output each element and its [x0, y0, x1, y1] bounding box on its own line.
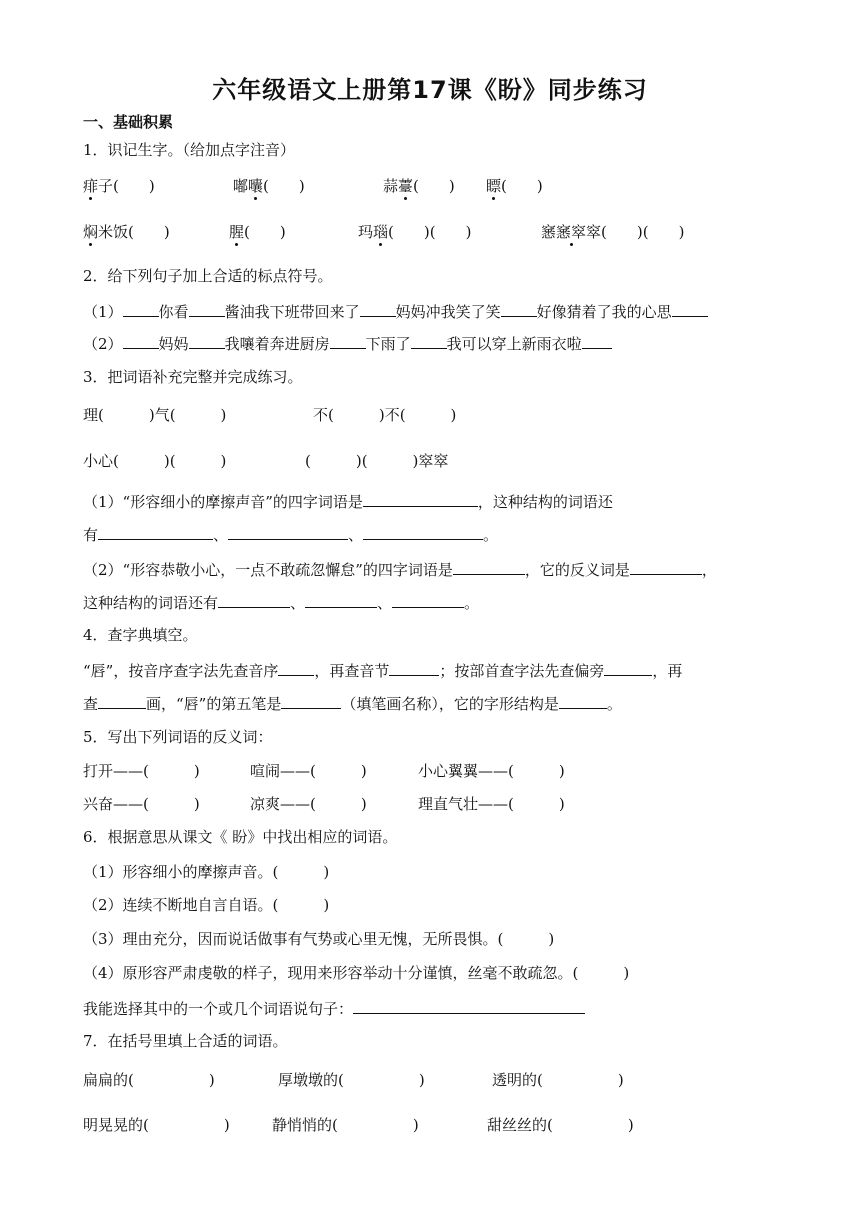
- answer-blank[interactable]: [228, 523, 348, 540]
- answer-blank[interactable]: [363, 523, 483, 540]
- punct-blank[interactable]: [501, 300, 537, 317]
- q3-label: 3．把词语补充完整并完成练习。: [83, 368, 303, 386]
- punct-blank[interactable]: [189, 300, 225, 317]
- q3-part-1-cont: 有 、 、 。: [83, 523, 498, 545]
- q3-word-1: 理( )气( ): [83, 406, 227, 424]
- q5-item: 理直气壮——( ): [418, 795, 565, 813]
- punct-blank[interactable]: [123, 332, 159, 349]
- sentence-blank[interactable]: [353, 997, 585, 1014]
- dotted-char: 薹: [398, 177, 414, 195]
- dotted-char: 窸窸窣窣: [541, 223, 602, 241]
- q1-item-4: 瞟( ): [486, 177, 543, 195]
- q3-part-2-cont: 这种结构的词语还有 、 、 。: [83, 591, 479, 613]
- q7-item: 静悄悄的( ): [272, 1116, 419, 1134]
- answer-blank[interactable]: [281, 692, 341, 709]
- punct-blank[interactable]: [330, 332, 366, 349]
- dotted-char: 瞟: [486, 177, 502, 195]
- answer-blank[interactable]: [604, 659, 652, 676]
- q1-item-6: 腥( ): [229, 223, 286, 241]
- punct-blank[interactable]: [123, 300, 159, 317]
- q3-part-2: （2）“形容恭敬小心，一点不敢疏忽懈怠”的四字词语是 ，它的反义词是 ，: [83, 558, 717, 580]
- q2-sentence-2: （2） 妈妈 我嚷着奔进厨房 下雨了 我可以穿上新雨衣啦: [83, 332, 612, 354]
- punct-blank[interactable]: [411, 332, 447, 349]
- q7-item: 甜丝丝的( ): [487, 1116, 634, 1134]
- answer-blank[interactable]: [98, 523, 213, 540]
- punct-blank[interactable]: [189, 332, 225, 349]
- q6-label: 6．根据意思从课文《 盼》中找出相应的词语。: [83, 828, 398, 846]
- q7-item: 厚墩墩的( ): [278, 1071, 425, 1089]
- punct-blank[interactable]: [360, 300, 396, 317]
- q7-item: 扁扁的( ): [83, 1071, 215, 1089]
- q1-label: 1．识记生字。（给加点字注音）: [83, 141, 296, 159]
- answer-blank[interactable]: [630, 558, 702, 575]
- dotted-char: 焖: [83, 223, 99, 241]
- q1-item-1: 痱子( ): [83, 177, 155, 195]
- dotted-char: 痱: [83, 177, 99, 195]
- answer-blank[interactable]: [559, 692, 607, 709]
- page-title: 六年级语文上册第17课《盼》同步练习: [212, 76, 648, 104]
- dotted-char: 瑙: [373, 223, 389, 241]
- q4-label: 4．查字典填空。: [83, 626, 198, 644]
- q7-label: 7．在括号里填上合适的词语。: [83, 1032, 288, 1050]
- answer-blank[interactable]: [392, 591, 464, 608]
- q6-item-3: （3）理由充分，因而说话做事有气势或心里无愧，无所畏惧。( ): [83, 930, 555, 948]
- q1-item-3: 蒜薹( ): [383, 177, 455, 195]
- q5-item: 小心翼翼——( ): [418, 762, 565, 780]
- q3-word-4: ( )( )窣窣: [305, 452, 449, 470]
- q3-word-2: 不( )不( ): [313, 406, 457, 424]
- q2-label: 2．给下列句子加上合适的标点符号。: [83, 267, 333, 285]
- q5-item: 喧闹——( ): [250, 762, 367, 780]
- punct-blank[interactable]: [582, 332, 612, 349]
- answer-blank[interactable]: [363, 490, 478, 507]
- q4-line-2: 查 画，“唇”的第五笔是 （填笔画名称），它的字形结构是 。: [83, 692, 622, 714]
- q5-item: 打开——( ): [83, 762, 200, 780]
- dotted-char: 囔: [248, 177, 264, 195]
- answer-blank[interactable]: [453, 558, 525, 575]
- q1-item-7: 玛瑙( )( ): [358, 223, 472, 241]
- answer-blank[interactable]: [389, 659, 439, 676]
- q1-item-2: 嘟囔( ): [233, 177, 305, 195]
- answer-blank[interactable]: [218, 591, 290, 608]
- q5-item: 兴奋——( ): [83, 795, 200, 813]
- q7-item: 透明的( ): [492, 1071, 624, 1089]
- q1-item-5: 焖米饭( ): [83, 223, 170, 241]
- q5-label: 5．写出下列词语的反义词：: [83, 728, 273, 746]
- q6-item-1: （1）形容细小的摩擦声音。( ): [83, 863, 330, 881]
- q6-sentence-prompt: 我能选择其中的一个或几个词语说句子：: [83, 997, 585, 1019]
- q7-item: 明晃晃的( ): [83, 1116, 230, 1134]
- q2-sentence-1: （1） 你看 酱油我下班带回来了 妈妈冲我笑了笑 好像猜着了我的心思: [83, 300, 708, 322]
- q3-word-3: 小心( )( ): [83, 452, 227, 470]
- answer-blank[interactable]: [305, 591, 377, 608]
- punct-blank[interactable]: [672, 300, 708, 317]
- q4-line-1: “唇”，按音序查字法先查音序 ，再查音节 ；按部首查字法先查偏旁 ，再: [83, 659, 682, 681]
- q5-item: 凉爽——( ): [250, 795, 367, 813]
- q1-item-8: 窸窸窣窣( )( ): [541, 223, 685, 241]
- q6-item-2: （2）连续不断地自言自语。( ): [83, 896, 330, 914]
- q6-item-4: （4）原形容严肃虔敬的样子，现用来形容举动十分谨慎，丝毫不敢疏忽。( ): [83, 964, 630, 982]
- dotted-char: 腥: [229, 223, 245, 241]
- answer-blank[interactable]: [98, 692, 146, 709]
- section-heading: 一、基础积累: [83, 113, 174, 131]
- answer-blank[interactable]: [278, 659, 314, 676]
- q3-part-1: （1）“形容细小的摩擦声音”的四字词语是 ，这种结构的词语还: [83, 490, 613, 512]
